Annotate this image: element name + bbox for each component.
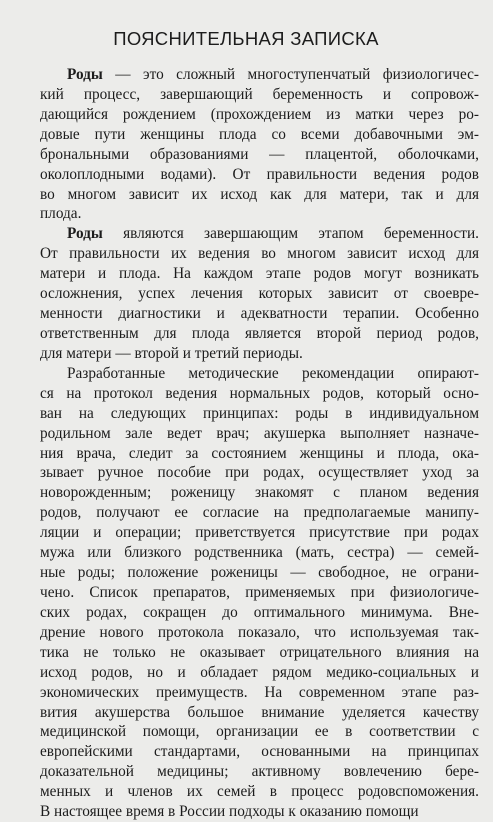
text-line: брональными образованиями — плацентой, оболочками,: [40, 145, 479, 163]
text-line: довые пути женщины плода со всеми добавочными эм-: [40, 125, 479, 143]
text-line: ответственным для плода является второй период родов,: [40, 324, 479, 342]
text-line: осложнения, успех лечения которых зависит от своевре-: [40, 285, 479, 303]
text-line: родов, получают ее согласие на предполагаемые манипу-: [40, 504, 479, 522]
text-line: вития акушерства большое внимание уделяется качеству: [40, 703, 479, 721]
text-line: ван на следующих принципах: роды в индивидуальном: [40, 404, 479, 422]
lead-term: Роды: [67, 66, 103, 83]
document-body: [13, 65, 479, 822]
text-line: родильном зале ведет врач; акушерка выполняет назначе-: [40, 424, 479, 442]
text-line: европейскими стандартами, основанными на принципах: [40, 743, 479, 761]
text-line: для матери — второй и третий периоды.: [40, 344, 303, 362]
text-line: исход родов, но и обладает рядом медико-социальных и: [40, 663, 479, 681]
paragraph-1: [13, 65, 479, 224]
page-heading: ПОЯСНИТЕЛЬНАЯ ЗАПИСКА: [113, 28, 379, 49]
text-line: плода.: [40, 205, 82, 223]
text-line: зывает ручное пособие при родах, осуществляет уход за: [40, 464, 479, 482]
text-line: В настоящее время в России подходы к оказанию помощи: [40, 803, 419, 821]
text-line: во многом зависит их исход как для матери, так и для: [40, 185, 479, 203]
text-line: менных и членов их семей в процесс родовспоможения.: [40, 783, 479, 801]
text-line: чено. Список препаратов, применяемых при физиологиче-: [40, 583, 479, 601]
lead-term: Роды: [67, 225, 103, 243]
text-line: ляции и операции; приветствуется присутствие при родах: [40, 524, 479, 542]
text-line: кий процесс, завершающий беременность и сопровож-: [40, 85, 479, 103]
text-line: дающийся рождением (прохождением из матки через ро-: [40, 105, 479, 123]
text-line: экономических преимуществ. На современном этапе раз-: [40, 683, 479, 701]
text-line: мужа или близкого родственника (мать, сестра) — семей-: [40, 544, 479, 562]
text-line: медицинской помощи, организации ее в соответствии с: [40, 723, 479, 741]
text-line: ся на протокол ведения нормальных родов, который осно-: [40, 384, 479, 402]
text-line: ских родах, сокращен до оптимального минимума. Вне-: [40, 603, 479, 621]
text-line: матери и плода. На каждом этапе родов могут возникать: [40, 265, 479, 283]
text-line: дрение нового протокола показало, что используемая так-: [40, 623, 479, 641]
text-line: Роды являются завершающим этапом беременности.: [67, 225, 479, 243]
paragraph-2: [13, 224, 479, 363]
text-line: новорожденным; роженицу знакомят с планом ведения: [40, 484, 479, 502]
text-line: Роды — это сложный многоступенчатый физиологичес-: [67, 66, 479, 83]
text-line: околоплодными водами). От правильности ведения родов: [40, 165, 479, 183]
text-line: менности диагностики и адекватности терапии. Особенно: [40, 305, 479, 323]
text-line: доказательной медицины; активному вовлечению бере-: [40, 763, 479, 781]
text-line: От правильности их ведения во многом зависит исход для: [40, 245, 479, 263]
text-line: Разработанные методические рекомендации опирают-: [67, 364, 479, 382]
paragraph-3: [13, 364, 479, 822]
text-line: тика не только не оказывает отрицательного влияния на: [40, 643, 479, 661]
text-line: ные роды; положение роженицы — свободное, не ограни-: [40, 564, 479, 582]
text-line: ния врача, следит за состоянием женщины и плода, ока-: [40, 444, 479, 462]
